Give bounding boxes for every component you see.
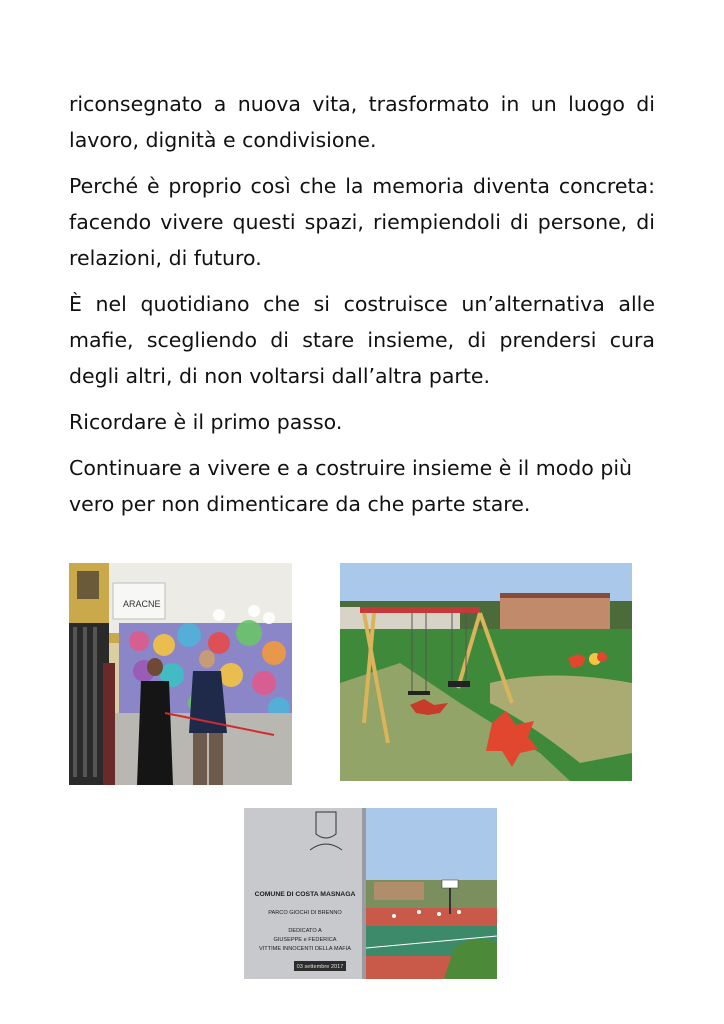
photo-memorial-plaque-court [244,808,497,979]
photo-playground-swings [340,563,632,781]
paragraph-2: Perché è proprio così che la memoria diventa concreta: facendo vivere questi spazi, riempiendoli di persone, di relazioni, di futuro. [69,174,655,270]
paragraph-4: Ricordare è il primo passo. [69,410,343,434]
plaque-line-5: VITTIME INNOCENTI DELLA MAFIA [259,946,351,952]
article-text [69,86,655,532]
paragraph-5: Continuare a vivere e a costruire insieme è il modo più vero per non dimenticare da che parte stare. [69,456,633,516]
photo-inauguration-mural [69,563,292,785]
aracne-sign-text: ARACNE [123,599,161,609]
plaque-line-4: GIUSEPPE e FEDERICA [273,937,337,943]
plaque-line-2: PARCO GIOCHI DI BRENNO [268,910,342,916]
paragraph-3: È nel quotidiano che si costruisce un’alternativa alle mafie, scegliendo di stare insieme, di prendersi cura degli altri, di non voltarsi dall’altra parte. [69,292,655,388]
plaque-line-3: DEDICATO A [288,928,322,934]
plaque-date: 03 settembre 2017 [296,964,344,970]
paragraph-1: riconsegnato a nuova vita, trasformato in un luogo di lavoro, dignità e condivisione. [69,92,655,152]
plaque-line-1: COMUNE DI COSTA MASNAGA [254,891,356,898]
